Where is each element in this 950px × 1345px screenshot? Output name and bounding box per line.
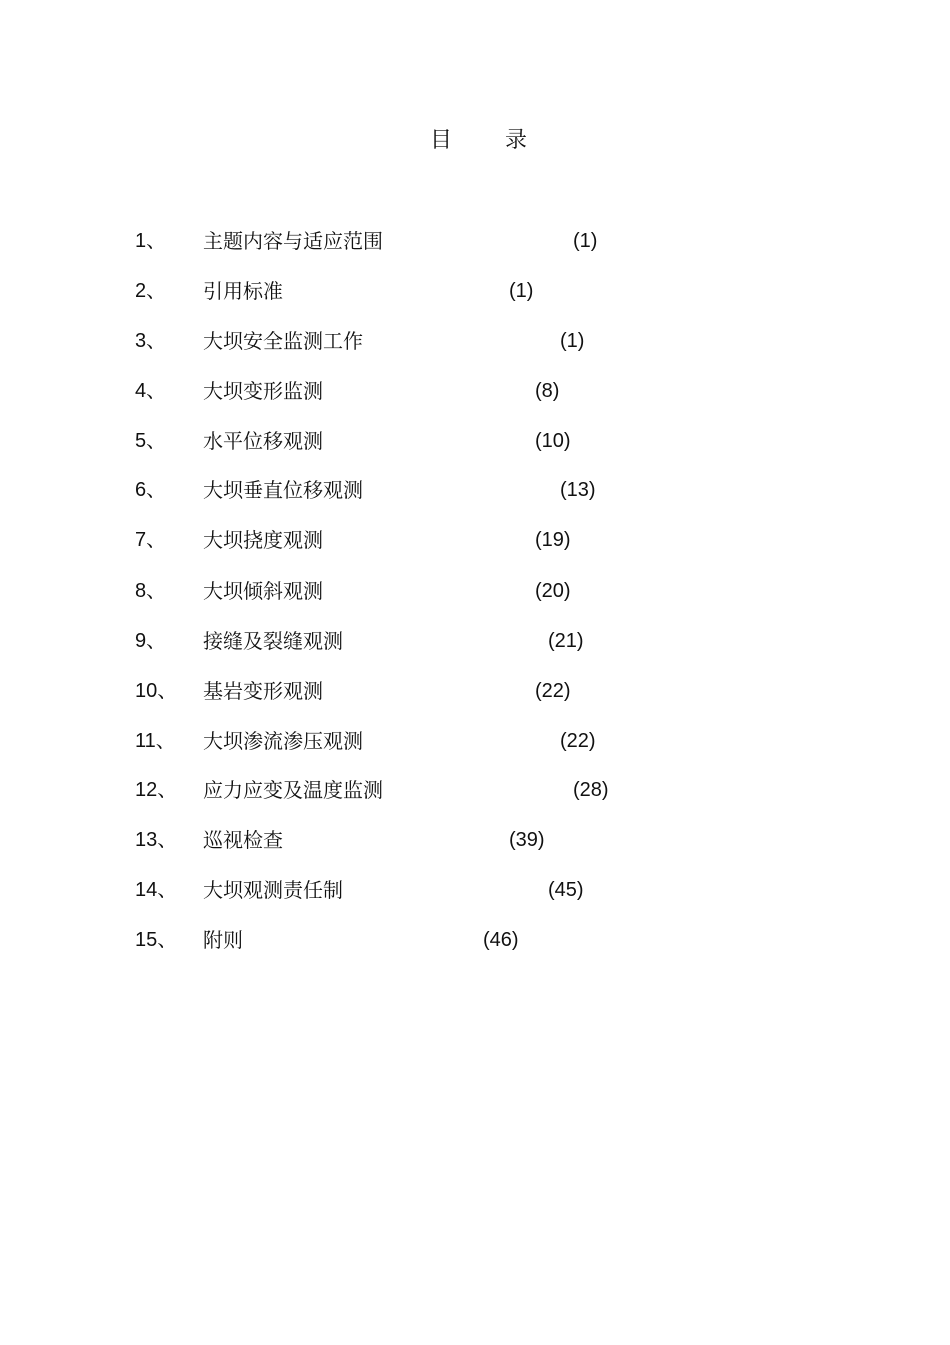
toc-label: 主题内容与适应范围 [203, 229, 383, 253]
toc-number: 15、 [135, 929, 178, 951]
toc-page-number: (28) [573, 779, 609, 801]
toc-number: 11、 [135, 730, 176, 752]
toc-label: 大坝垂直位移观测 [203, 478, 363, 502]
toc-label: 附则 [203, 928, 243, 952]
title-char-1: 目 [430, 128, 453, 153]
toc-entry-1 [0, 226, 950, 256]
toc-page-number: (20) [535, 580, 571, 602]
toc-number: 13、 [135, 829, 178, 851]
toc-page-number: (21) [548, 630, 584, 652]
toc-entry-15 [0, 925, 950, 955]
toc-page-number: (1) [573, 230, 598, 252]
toc-entry-8 [0, 576, 950, 606]
toc-label: 巡视检查 [203, 828, 283, 852]
toc-entry-10 [0, 676, 950, 706]
toc-page-number: (1) [560, 330, 585, 352]
toc-label: 大坝观测责任制 [203, 878, 343, 902]
toc-entry-12 [0, 775, 950, 805]
toc-number: 1、 [135, 230, 167, 252]
toc-number: 12、 [135, 779, 178, 801]
toc-page-number: (8) [535, 380, 560, 402]
toc-page-number: (46) [483, 929, 519, 951]
toc-number: 5、 [135, 430, 167, 452]
toc-number: 10、 [135, 680, 178, 702]
toc-label: 大坝渗流渗压观测 [203, 729, 363, 753]
toc-label: 应力应变及温度监测 [203, 778, 383, 802]
toc-entry-7 [0, 525, 950, 555]
toc-page-number: (10) [535, 430, 571, 452]
toc-page-number: (22) [535, 680, 571, 702]
title-char-2: 录 [505, 128, 528, 153]
toc-page-number: (39) [509, 829, 545, 851]
toc-entry-4 [0, 376, 950, 406]
toc-page-number: (22) [560, 730, 596, 752]
toc-label: 引用标准 [203, 279, 283, 303]
toc-label: 水平位移观测 [203, 429, 323, 453]
toc-label: 大坝安全监测工作 [203, 329, 363, 353]
toc-label: 大坝挠度观测 [203, 528, 323, 552]
toc-number: 7、 [135, 529, 167, 551]
toc-entry-9 [0, 626, 950, 656]
toc-number: 4、 [135, 380, 167, 402]
toc-label: 大坝变形监测 [203, 379, 323, 403]
toc-entry-14 [0, 875, 950, 905]
toc-number: 3、 [135, 330, 167, 352]
toc-number: 14、 [135, 879, 178, 901]
toc-page-number: (13) [560, 479, 596, 501]
toc-entry-6 [0, 475, 950, 505]
toc-number: 2、 [135, 280, 167, 302]
toc-number: 8、 [135, 580, 167, 602]
toc-label: 大坝倾斜观测 [203, 579, 323, 603]
toc-page-number: (45) [548, 879, 584, 901]
toc-entry-13 [0, 825, 950, 855]
toc-entry-2 [0, 276, 950, 306]
toc-page-number: (1) [509, 280, 534, 302]
toc-entry-11 [0, 726, 950, 756]
toc-entry-5 [0, 426, 950, 456]
toc-page-number: (19) [535, 529, 571, 551]
toc-number: 6、 [135, 479, 167, 501]
toc-entry-3 [0, 326, 950, 356]
toc-number: 9、 [135, 630, 167, 652]
toc-label: 基岩变形观测 [203, 679, 323, 703]
toc-label: 接缝及裂缝观测 [203, 629, 343, 653]
